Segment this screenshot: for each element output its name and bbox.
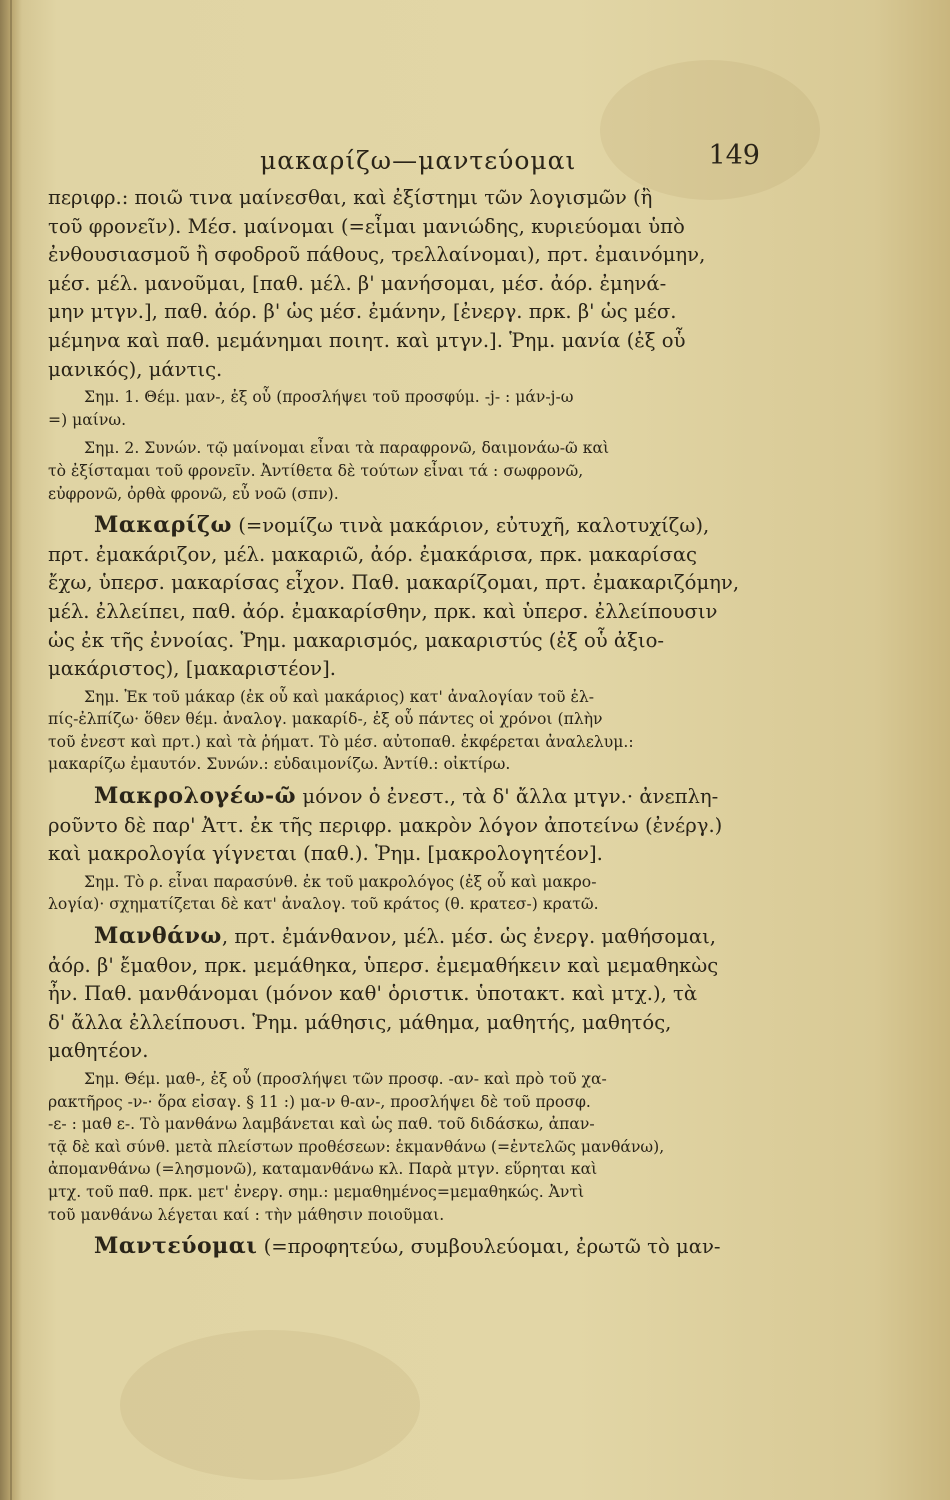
paper-stain [120,1330,420,1480]
note-block [48,386,763,431]
running-title: μακαρίζω—μαντεύομαι [260,146,577,175]
entry-continuation [48,184,763,384]
dictionary-entry [48,782,763,869]
text-line: (=προφητεύω, συμβουλεύομαι, ἐρωτῶ τὸ μαν- [257,1235,721,1259]
note-line: εὐφρονῶ, ὀρθὰ φρονῶ, εὖ νοῶ (σπν). [48,484,339,503]
note-line: =) μαίνω. [48,410,127,429]
note-block [48,437,763,505]
text-line: ροῦντο δὲ παρ' Ἀττ. ἐκ τῆς περιφρ. μακρὸν λόγον ἀποτείνω (ἐνέργ.) [48,813,723,837]
note-line: τοῦ μανθάνω λέγεται καί : τὴν μάθησιν ποιοῦμαι. [48,1205,445,1224]
note-block [48,1068,763,1226]
text-line: ὡς ἐκ τῆς ἐννοίας. Ῥημ. μακαρισμός, μακαριστύς (ἐξ οὗ ἀξιο- [48,628,665,652]
entry-first-line [48,922,763,952]
text-line: μακάριστος), [μακαριστέον]. [48,657,336,681]
note-block [48,686,763,776]
text-line: περιφρ.: ποιῶ τινα μαίνεσθαι, καὶ ἐξίστημι τῶν λογισμῶν (ἢ [48,186,653,209]
text-line: μανικός), μάντις. [48,357,223,381]
note-line: Σημ. 2. Συνών. τῷ μαίνομαι εἶναι τὰ παραφρονῶ, δαιμονάω-ῶ καὶ [84,439,610,458]
note-line: -ε- : μαθ ε-. Τὸ μανθάνω λαμβάνεται καὶ ὡς παθ. τοῦ διδάσκω, ἀπαν- [48,1115,595,1134]
text-line: ἐνθουσιασμοῦ ἢ σφοδροῦ πάθους, τρελλαίνομαι), πρτ. ἐμαινόμην, [48,243,706,267]
note-line: τὸ ἐξίσταμαι τοῦ φρονεῖν. Ἀντίθετα δὲ τούτων εἶναι τά : σωφρονῶ, [48,461,584,480]
text-line: καὶ μακρολογία γίγνεται (παθ.). Ῥημ. [μακρολογητέον]. [48,842,603,866]
dictionary-content [48,184,763,1264]
note-line: τοῦ ἐνεστ καὶ πρτ.) καὶ τὰ ῥήματ. Τὸ μέσ. αὐτοπαθ. ἐκφέρεται ἀναλελυμ.: [48,732,634,751]
text-line: ἔχω, ὑπερσ. μακαρίσας εἶχον. Παθ. μακαρίζομαι, πρτ. ἐμακαριζόμην, [48,571,740,595]
text-line: μην μτγν.], παθ. ἀόρ. β' ὡς μέσ. ἐμάνην, [ἐνεργ. πρκ. β' ὡς μέσ. [48,300,677,324]
text-line: μέμηνα καὶ παθ. μεμάνημαι ποιητ. καὶ μτγν.]. Ῥημ. μανία (ἐξ οὗ [48,328,686,352]
text-line: ἀόρ. β' ἔμαθον, πρκ. μεμάθηκα, ὑπερσ. ἐμεμαθήκειν καὶ μεμαθηκὼς [48,953,719,977]
page-fold-line [10,0,12,1500]
text-line: μέλ. ἐλλείπει, παθ. ἀόρ. ἐμακαρίσθην, πρκ. καὶ ὑπερσ. ἐλλείπουσιν [48,599,718,623]
note-line: τᾷ δὲ καὶ σύνθ. μετὰ πλείστων προθέσεων: ἐκμανθάνω (=ἐντελῶς μανθάνω), [48,1137,665,1156]
text-line: ἦν. Παθ. μανθάνομαι (μόνον καθ' ὁριστικ. ὑποτακτ. καὶ μτχ.), τὰ [48,982,698,1006]
headword: Μανθάνω [94,923,222,950]
text-line: πρτ. ἐμακάριζον, μέλ. μακαριῶ, ἀόρ. ἐμακάρισα, πρκ. μακαρίσας [48,542,698,566]
text-line: τοῦ φρονεῖν). Μέσ. μαίνομαι (=εἶμαι μανιώδης, κυριεύομαι ὑπὸ [48,214,685,238]
headword: Μακρολογέω-ῶ [94,783,297,810]
note-block [48,871,763,916]
note-line: Σημ. Ἐκ τοῦ μάκαρ (ἐκ οὗ καὶ μακάριος) κατ' ἀναλογίαν τοῦ ἐλ- [84,687,594,706]
note-line: Σημ. Τὸ ρ. εἶναι παρασύνθ. ἐκ τοῦ μακρολόγος (ἐξ οὗ καὶ μακρο- [84,872,597,891]
entry-first-line [48,1232,763,1262]
note-line: ρακτῆρος -ν-· ὅρα εἰσαγ. § 11 :) μα-ν θ-αν-, προσλήψει δὲ τοῦ προσφ. [48,1092,591,1111]
headword: Μακαρίζω [94,512,232,539]
note-line: Σημ. 1. Θέμ. μαν-, ἐξ οὗ (προσλήψει τοῦ προσφύμ. -j- : μάν-j-ω [84,388,574,407]
note-line: Σημ. Θέμ. μαθ-, ἐξ οὗ (προσλήψει τῶν προσφ. -αν- καὶ πρὸ τοῦ χα- [84,1070,607,1088]
dictionary-entry [48,511,763,684]
dictionary-entry [48,922,763,1066]
text-line: (=νομίζω τινὰ μακάριον, εὐτυχῆ, καλοτυχίζω), [231,514,710,538]
note-line: πίς-ἐλπίζω· ὅθεν θέμ. ἀναλογ. μακαρίδ-, ἐξ οὗ πάντες οἱ χρόνοι (πλὴν [48,710,603,729]
headword: Μαντεύομαι [94,1233,258,1260]
page-number: 149 [708,140,760,171]
entry-first-line [48,782,763,812]
text-line: δ' ἄλλα ἐλλείπουσι. Ῥημ. μάθησις, μάθημα, μαθητής, μαθητός, [48,1010,672,1034]
note-line: μτχ. τοῦ παθ. πρκ. μετ' ἐνεργ. σημ.: μεμαθημένος=μεμαθηκώς. Ἀντὶ [48,1182,585,1201]
text-line: μέσ. μέλ. μανοῦμαι, [παθ. μέλ. β' μανήσομαι, μέσ. ἀόρ. ἐμηνά- [48,271,667,295]
note-line: μακαρίζω ἐμαυτόν. Συνών.: εὐδαιμονίζω. Ἀντίθ.: οἰκτίρω. [48,755,511,774]
note-line: λογία)· σχηματίζεται δὲ κατ' ἀναλογ. τοῦ κράτος (θ. κρατεσ-) κρατῶ. [48,895,599,914]
entry-first-line [48,511,763,541]
note-line: ἀπομανθάνω (=λησμονῶ), καταμανθάνω κλ. Παρὰ μτγν. εὕρηται καὶ [48,1160,598,1179]
text-line: μαθητέον. [48,1039,149,1063]
text-line: μόνον ὁ ἐνεστ., τὰ δ' ἄλλα μτγν.· ἀνεπλη- [296,785,719,809]
text-line: , πρτ. ἐμάνθανον, μέλ. μέσ. ὡς ἐνεργ. μαθήσομαι, [221,925,716,949]
dictionary-entry [48,1232,763,1262]
page-header [60,140,760,180]
